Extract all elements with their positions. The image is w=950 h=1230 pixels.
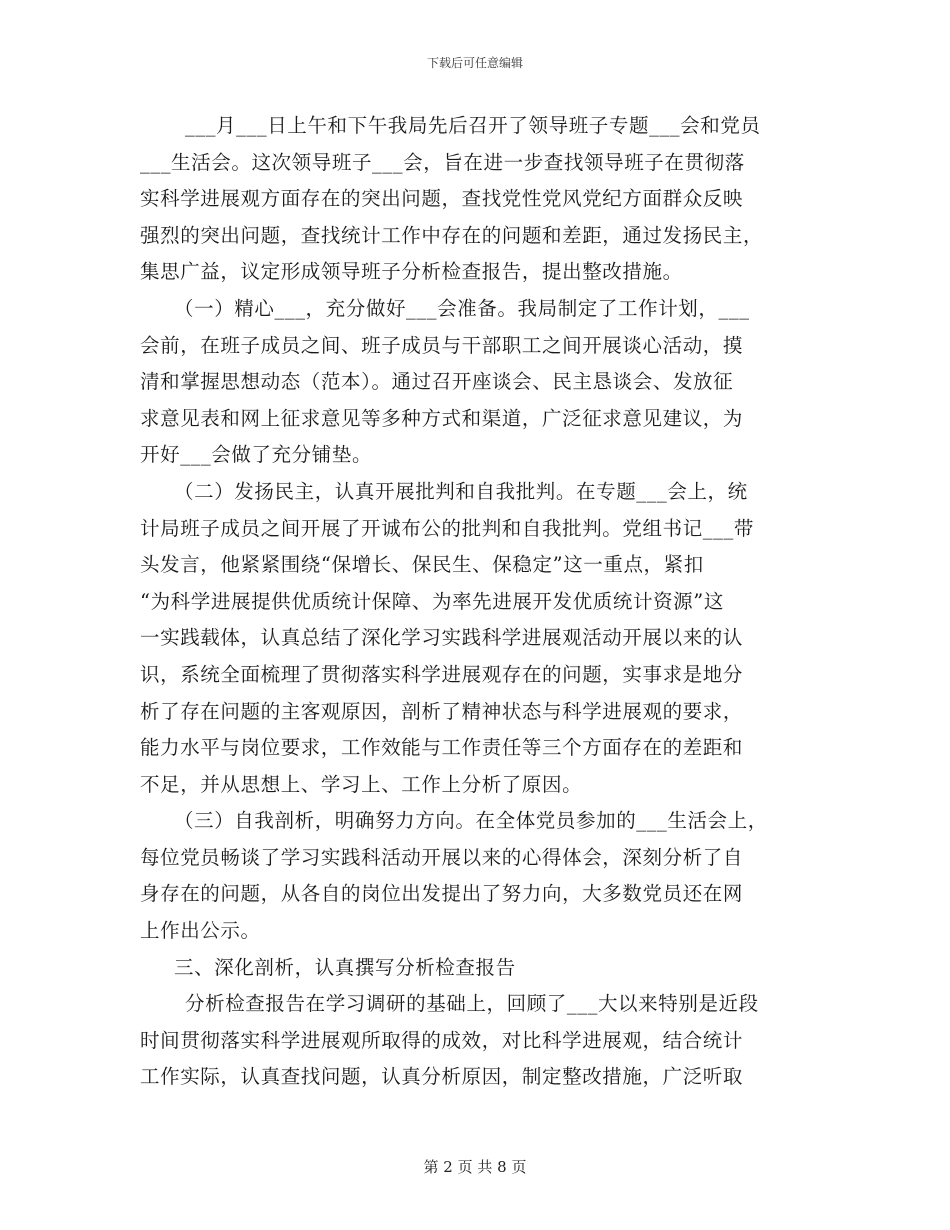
text-line: 工作实际，认真查找问题，认真分析原因，制定整改措施，广泛听取 xyxy=(140,1065,744,1089)
text-line: （二）发扬民主，认真开展批判和自我批判。在专题___会上，统 xyxy=(174,479,748,503)
text-line: 上作出公示。 xyxy=(140,919,261,943)
text-line: 时间贯彻落实科学进展观所取得的成效，对比科学进展观，结合统计 xyxy=(140,1028,744,1052)
text-line: 一实践载体，认真总结了深化学习实践科学进展观活动开展以来的认 xyxy=(140,626,744,650)
text-line: 析了存在问题的主客观原因，剖析了精神状态与科学进展观的要求， xyxy=(140,699,744,723)
text-line: 计局班子成员之间开展了开诚布公的批判和自我批判。党组书记___带 xyxy=(140,516,754,540)
text-line: 不足，并从思想上、学习上、工作上分析了原因。 xyxy=(140,772,583,796)
text-line: ___生活会。这次领导班子___会，旨在进一步查找领导班子在贯彻落 xyxy=(140,150,745,174)
text-line: 强烈的突出问题，查找统计工作中存在的问题和差距，通过发扬民主， xyxy=(140,223,764,247)
text-line: 会前，在班子成员之间、班子成员与干部职工之间开展谈心活动，摸 xyxy=(140,333,744,357)
text-line: 实科学进展观方面存在的突出问题，查找党性党风党纪方面群众反映 xyxy=(140,187,744,211)
text-line: ___月___日上午和下午我局先后召开了领导班子专题___会和党员 xyxy=(185,114,761,137)
text-line: “为科学进展提供优质统计保障、为率先进展开发优质统计资源”这 xyxy=(140,589,724,613)
text-line: 识，系统全面梳理了贯彻落实科学进展观存在的问题，实事求是地分 xyxy=(140,662,744,686)
text-line: 头发言，他紧紧围绕“保增长、保民生、保稳定”这一重点，紧扣 xyxy=(140,553,704,577)
text-line: 求意见表和网上征求意见等多种方式和渠道，广泛征求意见建议，为 xyxy=(140,406,744,430)
text-line: 清和掌握思想动态（范本）。通过召开座谈会、民主恳谈会、发放征 xyxy=(140,370,734,394)
text-line: 分析检查报告在学习调研的基础上，回顾了___大以来特别是近段 xyxy=(185,992,759,1016)
text-line: 能力水平与岗位要求，工作效能与工作责任等三个方面存在的差距和 xyxy=(140,736,744,760)
document-body xyxy=(140,108,808,1096)
page-header: 下载后可任意编辑 xyxy=(426,56,523,70)
text-line: 集思广益，议定形成领导班子分析检查报告，提出整改措施。 xyxy=(140,260,683,284)
text-line: 身存在的问题，从各自的岗位出发提出了努力向，大多数党员还在网 xyxy=(140,882,744,906)
text-line: （一）精心___，充分做好___会准备。我局制定了工作计划，___ xyxy=(174,296,750,320)
text-line: 开好___会做了充分铺垫。 xyxy=(140,443,373,467)
text-line: 每位党员畅谈了学习实践科活动开展以来的心得体会，深刻分析了自 xyxy=(140,845,744,869)
text-line: （三）自我剖析，明确努力方向。在全体党员参加的___生活会上， xyxy=(174,809,768,833)
page-footer: 第 2 页 共 8 页 xyxy=(423,1158,527,1176)
section-heading: 三、深化剖析，认真撰写分析检查报告 xyxy=(174,955,516,979)
